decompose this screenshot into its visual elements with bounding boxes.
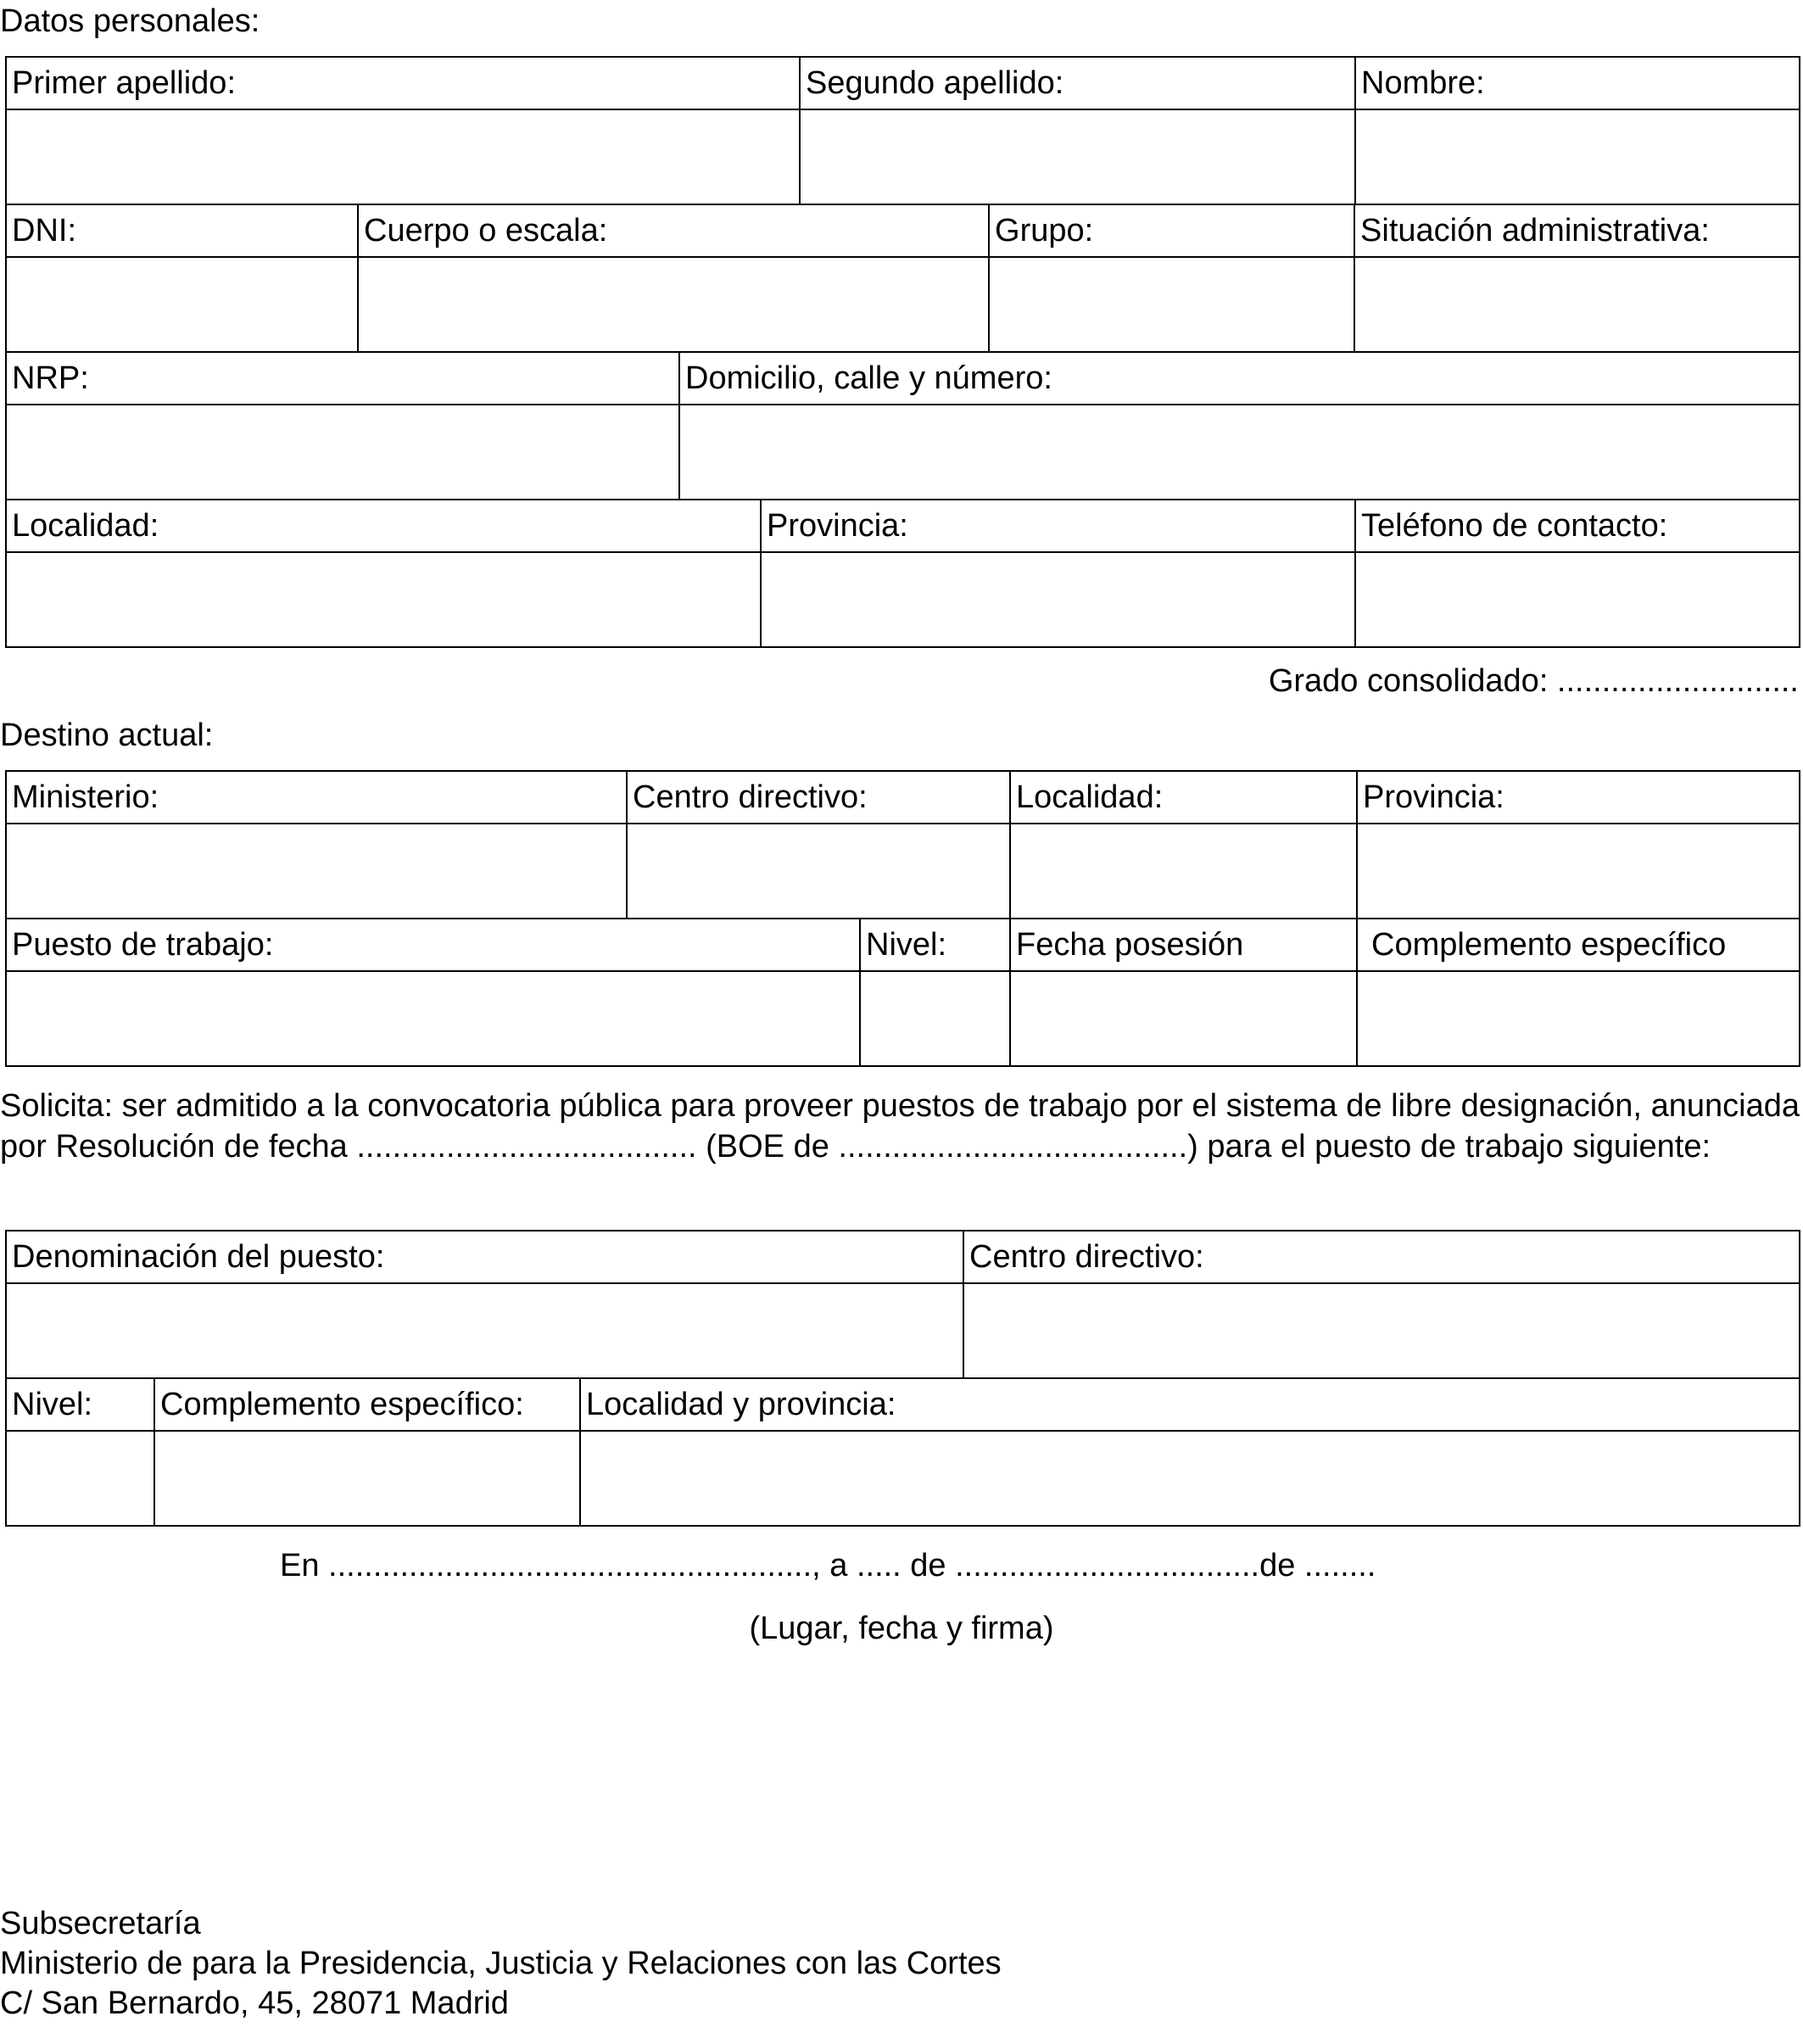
puesto-complemento-field[interactable] [154,1431,580,1526]
denominacion-puesto-field[interactable] [6,1283,963,1378]
footer-office: Subsecretaría [0,1906,201,1941]
segundo-apellido-label: Segundo apellido: [800,57,1355,109]
destino-localidad-field[interactable] [1010,824,1357,919]
situacion-administrativa-label: Situación administrativa: [1354,204,1800,257]
nrp-label: NRP: [6,352,679,405]
cuerpo-escala-field[interactable] [358,257,989,352]
puesto-solicitado-table [5,1230,1800,1527]
provincia-field[interactable] [761,552,1355,647]
denominacion-puesto-label: Denominación del puesto: [6,1231,963,1283]
segundo-apellido-field[interactable] [800,109,1355,204]
puesto-nivel-label: Nivel: [6,1378,154,1431]
destino-actual-heading: Destino actual: [0,718,214,753]
ministerio-field[interactable] [6,824,627,919]
centro-directivo-field[interactable] [627,824,1010,919]
nombre-label: Nombre: [1355,57,1800,109]
localidad-label: Localidad: [6,500,761,552]
fecha-posesion-label: Fecha posesión [1010,919,1357,971]
domicilio-field[interactable] [679,405,1800,500]
grupo-label: Grupo: [989,204,1354,257]
destino-provincia-label: Provincia: [1357,771,1800,824]
nivel-label: Nivel: [860,919,1010,971]
domicilio-label: Domicilio, calle y número: [679,352,1800,405]
nrp-field[interactable] [6,405,679,500]
puesto-complemento-label: Complemento específico: [154,1378,580,1431]
footer-ministry: Ministerio de para la Presidencia, Justicia y Relaciones con las Cortes [0,1946,1002,1981]
primer-apellido-field[interactable] [6,109,800,204]
nombre-field[interactable] [1355,109,1800,204]
telefono-field[interactable] [1355,552,1800,647]
place-date-line: En ......................................................, a ..... de ..................................de ........ [280,1548,1376,1583]
destino-provincia-field[interactable] [1357,824,1800,919]
grupo-field[interactable] [989,257,1354,352]
personal-data-heading: Datos personales: [0,3,260,39]
ministerio-label: Ministerio: [6,771,627,824]
localidad-field[interactable] [6,552,761,647]
signature-caption: (Lugar, fecha y firma) [749,1611,1054,1646]
complemento-especifico-label: Complemento específico [1357,919,1800,971]
dni-field[interactable] [6,257,358,352]
primer-apellido-label: Primer apellido: [6,57,800,109]
dni-label: DNI: [6,204,358,257]
footer-address: C/ San Bernardo, 45, 28071 Madrid [0,1985,509,2021]
puesto-trabajo-field[interactable] [6,971,860,1066]
provincia-label: Provincia: [761,500,1355,552]
telefono-label: Teléfono de contacto: [1355,500,1800,552]
cuerpo-escala-label: Cuerpo o escala: [358,204,989,257]
localidad-provincia-field[interactable] [580,1431,1800,1526]
destino-localidad-label: Localidad: [1010,771,1357,824]
fecha-posesion-field[interactable] [1010,971,1357,1066]
situacion-administrativa-field[interactable] [1354,257,1800,352]
personal-data-table [5,56,1800,648]
destino-actual-table [5,770,1800,1067]
puesto-centro-directivo-label: Centro directivo: [963,1231,1800,1283]
grado-consolidado: Grado consolidado: ........................... [1268,663,1799,699]
centro-directivo-label: Centro directivo: [627,771,1010,824]
puesto-trabajo-label: Puesto de trabajo: [6,919,860,971]
localidad-provincia-label: Localidad y provincia: [580,1378,1800,1431]
solicita-paragraph: Solicita: ser admitido a la convocatoria pública para proveer puestos de trabajo por el sistema de libre designación, anunciada por Resolución de fecha ...................................... (BOE de .......................................) para el puesto de trabajo siguiente: [0,1088,1800,1164]
complemento-especifico-field[interactable] [1357,971,1800,1066]
nivel-field[interactable] [860,971,1010,1066]
puesto-nivel-field[interactable] [6,1431,154,1526]
puesto-centro-directivo-field[interactable] [963,1283,1800,1378]
